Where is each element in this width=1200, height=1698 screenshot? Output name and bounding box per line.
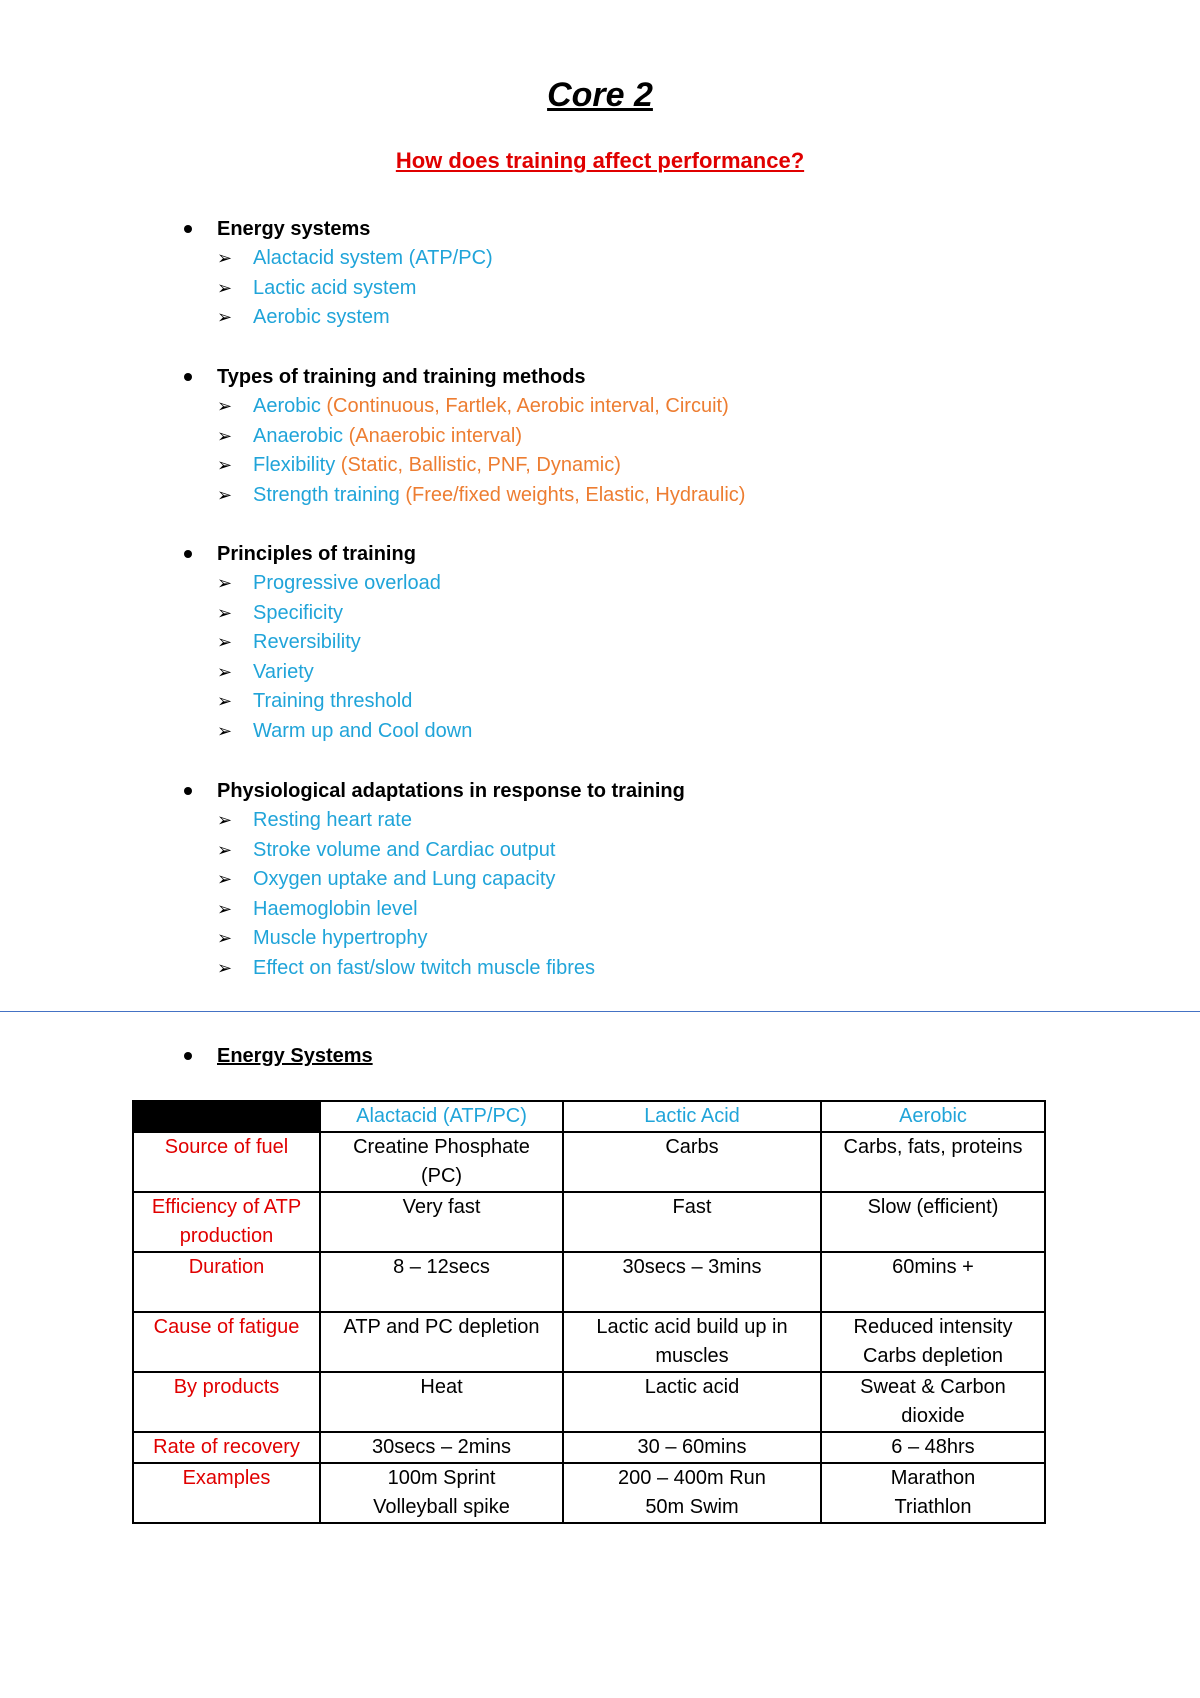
table-cell: [320, 1372, 563, 1432]
section-heading: [172, 362, 1122, 392]
cell-line: Very fast: [402, 1196, 481, 1218]
arrow-bullet-icon: ➢: [217, 720, 233, 741]
item-main: Progressive overload: [253, 572, 441, 594]
arrow-bullet-icon: ➢: [217, 810, 233, 830]
table-cell: [320, 1192, 563, 1252]
table-corner-cell: [133, 1101, 320, 1132]
table-cell: [821, 1192, 1045, 1252]
arrow-bullet-icon: ➢: [217, 484, 233, 505]
cell-line: 60mins +: [892, 1256, 974, 1278]
cell-line: 30secs – 3mins: [622, 1256, 762, 1278]
section-heading-label: Physiological adaptations in response to training: [217, 780, 685, 802]
section-heading-label: Types of training and training methods: [217, 366, 586, 388]
cell-line: 50m Swim: [645, 1496, 739, 1518]
table-cell: [821, 1132, 1045, 1192]
table-row: [133, 1252, 1045, 1312]
cell-line: 30secs – 2mins: [372, 1436, 511, 1458]
table-cell: [563, 1432, 821, 1463]
arrow-bullet-icon: ➢: [217, 573, 233, 593]
row-label: Rate of recovery: [133, 1432, 320, 1463]
table-cell: [821, 1252, 1045, 1312]
arrow-bullet-icon: ➢: [217, 691, 233, 711]
cell-line: Sweat & Carbon dioxide: [860, 1376, 1006, 1427]
section-heading: [172, 214, 1122, 244]
item-main: Training threshold: [253, 690, 413, 712]
table-row: [133, 1312, 1045, 1372]
item-detail: (Anaerobic interval): [343, 424, 523, 447]
arrow-bullet-icon: ➢: [217, 396, 233, 416]
list-item: [172, 451, 1122, 481]
item-main: Haemoglobin level: [253, 897, 418, 920]
item-main: Aerobic system: [253, 306, 390, 328]
table-cell: [563, 1192, 821, 1252]
section-training-types: [172, 362, 1122, 510]
list-item: [172, 687, 1122, 717]
row-label: Efficiency of ATP production: [133, 1192, 320, 1252]
item-main: Specificity: [253, 601, 344, 624]
section-energy-systems: [172, 214, 1122, 333]
list-item: [172, 599, 1122, 629]
column-header: Alactacid (ATP/PC): [320, 1101, 563, 1132]
section-heading: [172, 539, 1122, 569]
cell-line: 200 – 400m Run: [618, 1467, 766, 1489]
table-row: [133, 1432, 1045, 1463]
column-header: Lactic Acid: [563, 1101, 821, 1132]
list-item: [172, 303, 1122, 333]
table-cell: [563, 1372, 821, 1432]
section-principles: [172, 539, 1122, 746]
list-item: [172, 806, 1122, 836]
list-item: [172, 422, 1122, 452]
row-label: Source of fuel: [133, 1132, 320, 1192]
item-main: Stroke volume and Cardiac output: [253, 838, 556, 861]
table-cell: [320, 1312, 563, 1372]
cell-line: Lactic acid: [644, 1376, 740, 1398]
section-heading: [172, 1041, 1122, 1071]
cell-line: Lactic acid build up in muscles: [596, 1316, 788, 1367]
item-main: Variety: [253, 660, 314, 683]
arrow-bullet-icon: ➢: [217, 425, 233, 446]
cell-line: Heat: [420, 1376, 463, 1398]
item-main: Oxygen uptake and Lung capacity: [253, 868, 556, 890]
list-item: [172, 865, 1122, 895]
section-heading-label: Principles of training: [217, 543, 416, 565]
item-main: Anaerobic: [253, 424, 344, 447]
item-main: Flexibility: [253, 454, 336, 476]
arrow-bullet-icon: ➢: [217, 839, 233, 860]
cell-line: Creatine Phosphate: [353, 1136, 530, 1158]
row-label: Duration: [133, 1252, 320, 1312]
cell-line: Reduced intensity: [853, 1316, 1013, 1338]
row-label: Cause of fatigue: [133, 1312, 320, 1372]
item-detail: (Static, Ballistic, PNF, Dynamic): [335, 454, 621, 476]
list-item: [172, 836, 1122, 866]
list-item: [172, 954, 1122, 984]
section-heading-label: Energy systems: [217, 218, 371, 240]
cell-line: 6 – 48hrs: [891, 1436, 975, 1458]
arrow-bullet-icon: ➢: [217, 248, 233, 268]
item-main: Resting heart rate: [253, 809, 412, 831]
item-main: Aerobic: [253, 395, 321, 417]
bullet-icon: [184, 787, 192, 795]
item-main: Muscle hypertrophy: [253, 927, 428, 949]
page-subtitle: How does training affect performance?: [395, 148, 805, 173]
list-item: [172, 924, 1122, 954]
item-main: Lactic acid system: [253, 276, 417, 299]
bullet-icon: [184, 1052, 192, 1060]
list-item: [172, 244, 1122, 274]
list-item: [172, 658, 1122, 688]
table-cell: [563, 1312, 821, 1372]
cell-line: Carbs, fats, proteins: [843, 1136, 1023, 1158]
item-main: Reversibility: [253, 631, 361, 653]
arrow-bullet-icon: ➢: [217, 957, 233, 978]
table-cell: [821, 1372, 1045, 1432]
item-main: Alactacid system (ATP/PC): [253, 247, 493, 269]
table-cell: [563, 1132, 821, 1192]
section-heading: [172, 776, 1122, 806]
table-cell: [821, 1432, 1045, 1463]
bullet-icon: [184, 550, 192, 558]
cell-line: Carbs depletion: [862, 1345, 1004, 1367]
section-divider: [0, 1011, 1200, 1012]
table-row: [133, 1463, 1045, 1523]
table-row: [133, 1192, 1045, 1252]
item-detail: (Free/fixed weights, Elastic, Hydraulic): [399, 483, 746, 506]
row-label: Examples: [133, 1463, 320, 1523]
section-adaptations: [172, 776, 1122, 983]
arrow-bullet-icon: ➢: [217, 602, 233, 623]
arrow-bullet-icon: ➢: [217, 455, 233, 475]
row-label: By products: [133, 1372, 320, 1432]
arrow-bullet-icon: ➢: [217, 632, 233, 652]
arrow-bullet-icon: ➢: [217, 661, 233, 682]
page-title: Core 2: [547, 76, 653, 114]
arrow-bullet-icon: ➢: [217, 307, 233, 327]
cell-line: Volleyball spike: [373, 1496, 510, 1518]
cell-line: ATP and PC depletion: [343, 1316, 540, 1338]
list-item: [172, 717, 1122, 747]
list-item: [172, 392, 1122, 422]
cell-line: Triathlon: [894, 1496, 972, 1518]
table-cell: [821, 1312, 1045, 1372]
table-cell: [320, 1132, 563, 1192]
cell-line: Carbs: [665, 1136, 719, 1158]
table-cell: [320, 1463, 563, 1523]
cell-line: Marathon: [890, 1467, 976, 1489]
section-heading-label: Energy Systems: [217, 1045, 373, 1067]
list-item: [172, 569, 1122, 599]
item-main: Effect on fast/slow twitch muscle fibres: [253, 956, 595, 979]
arrow-bullet-icon: ➢: [217, 928, 233, 948]
table-row: [133, 1372, 1045, 1432]
item-detail: (Continuous, Fartlek, Aerobic interval, Circuit): [320, 395, 729, 417]
arrow-bullet-icon: ➢: [217, 277, 233, 298]
arrow-bullet-icon: ➢: [217, 898, 233, 919]
cell-line: 30 – 60mins: [637, 1436, 747, 1458]
table-cell: [320, 1432, 563, 1463]
cell-line: (PC): [420, 1165, 463, 1187]
item-main: Strength training: [253, 483, 400, 506]
list-item: [172, 481, 1122, 511]
table-cell: [563, 1252, 821, 1312]
bullet-icon: [184, 373, 192, 381]
list-item: [172, 895, 1122, 925]
table-cell: [821, 1463, 1045, 1523]
bullet-icon: [184, 225, 192, 233]
cell-line: Slow (efficient): [867, 1196, 999, 1218]
list-item: [172, 628, 1122, 658]
cell-line: Fast: [672, 1196, 712, 1218]
cell-line: 8 – 12secs: [393, 1256, 490, 1278]
energy-systems-table: [132, 1100, 1046, 1524]
arrow-bullet-icon: ➢: [217, 869, 233, 889]
list-item: [172, 274, 1122, 304]
item-main: Warm up and Cool down: [253, 719, 473, 742]
cell-line: 100m Sprint: [387, 1467, 496, 1489]
column-header: Aerobic: [821, 1101, 1045, 1132]
section-energy-table: [172, 1041, 1122, 1071]
table-header-row: [133, 1101, 1045, 1132]
table-cell: [563, 1463, 821, 1523]
table-row: [133, 1132, 1045, 1192]
table-cell: [320, 1252, 563, 1312]
